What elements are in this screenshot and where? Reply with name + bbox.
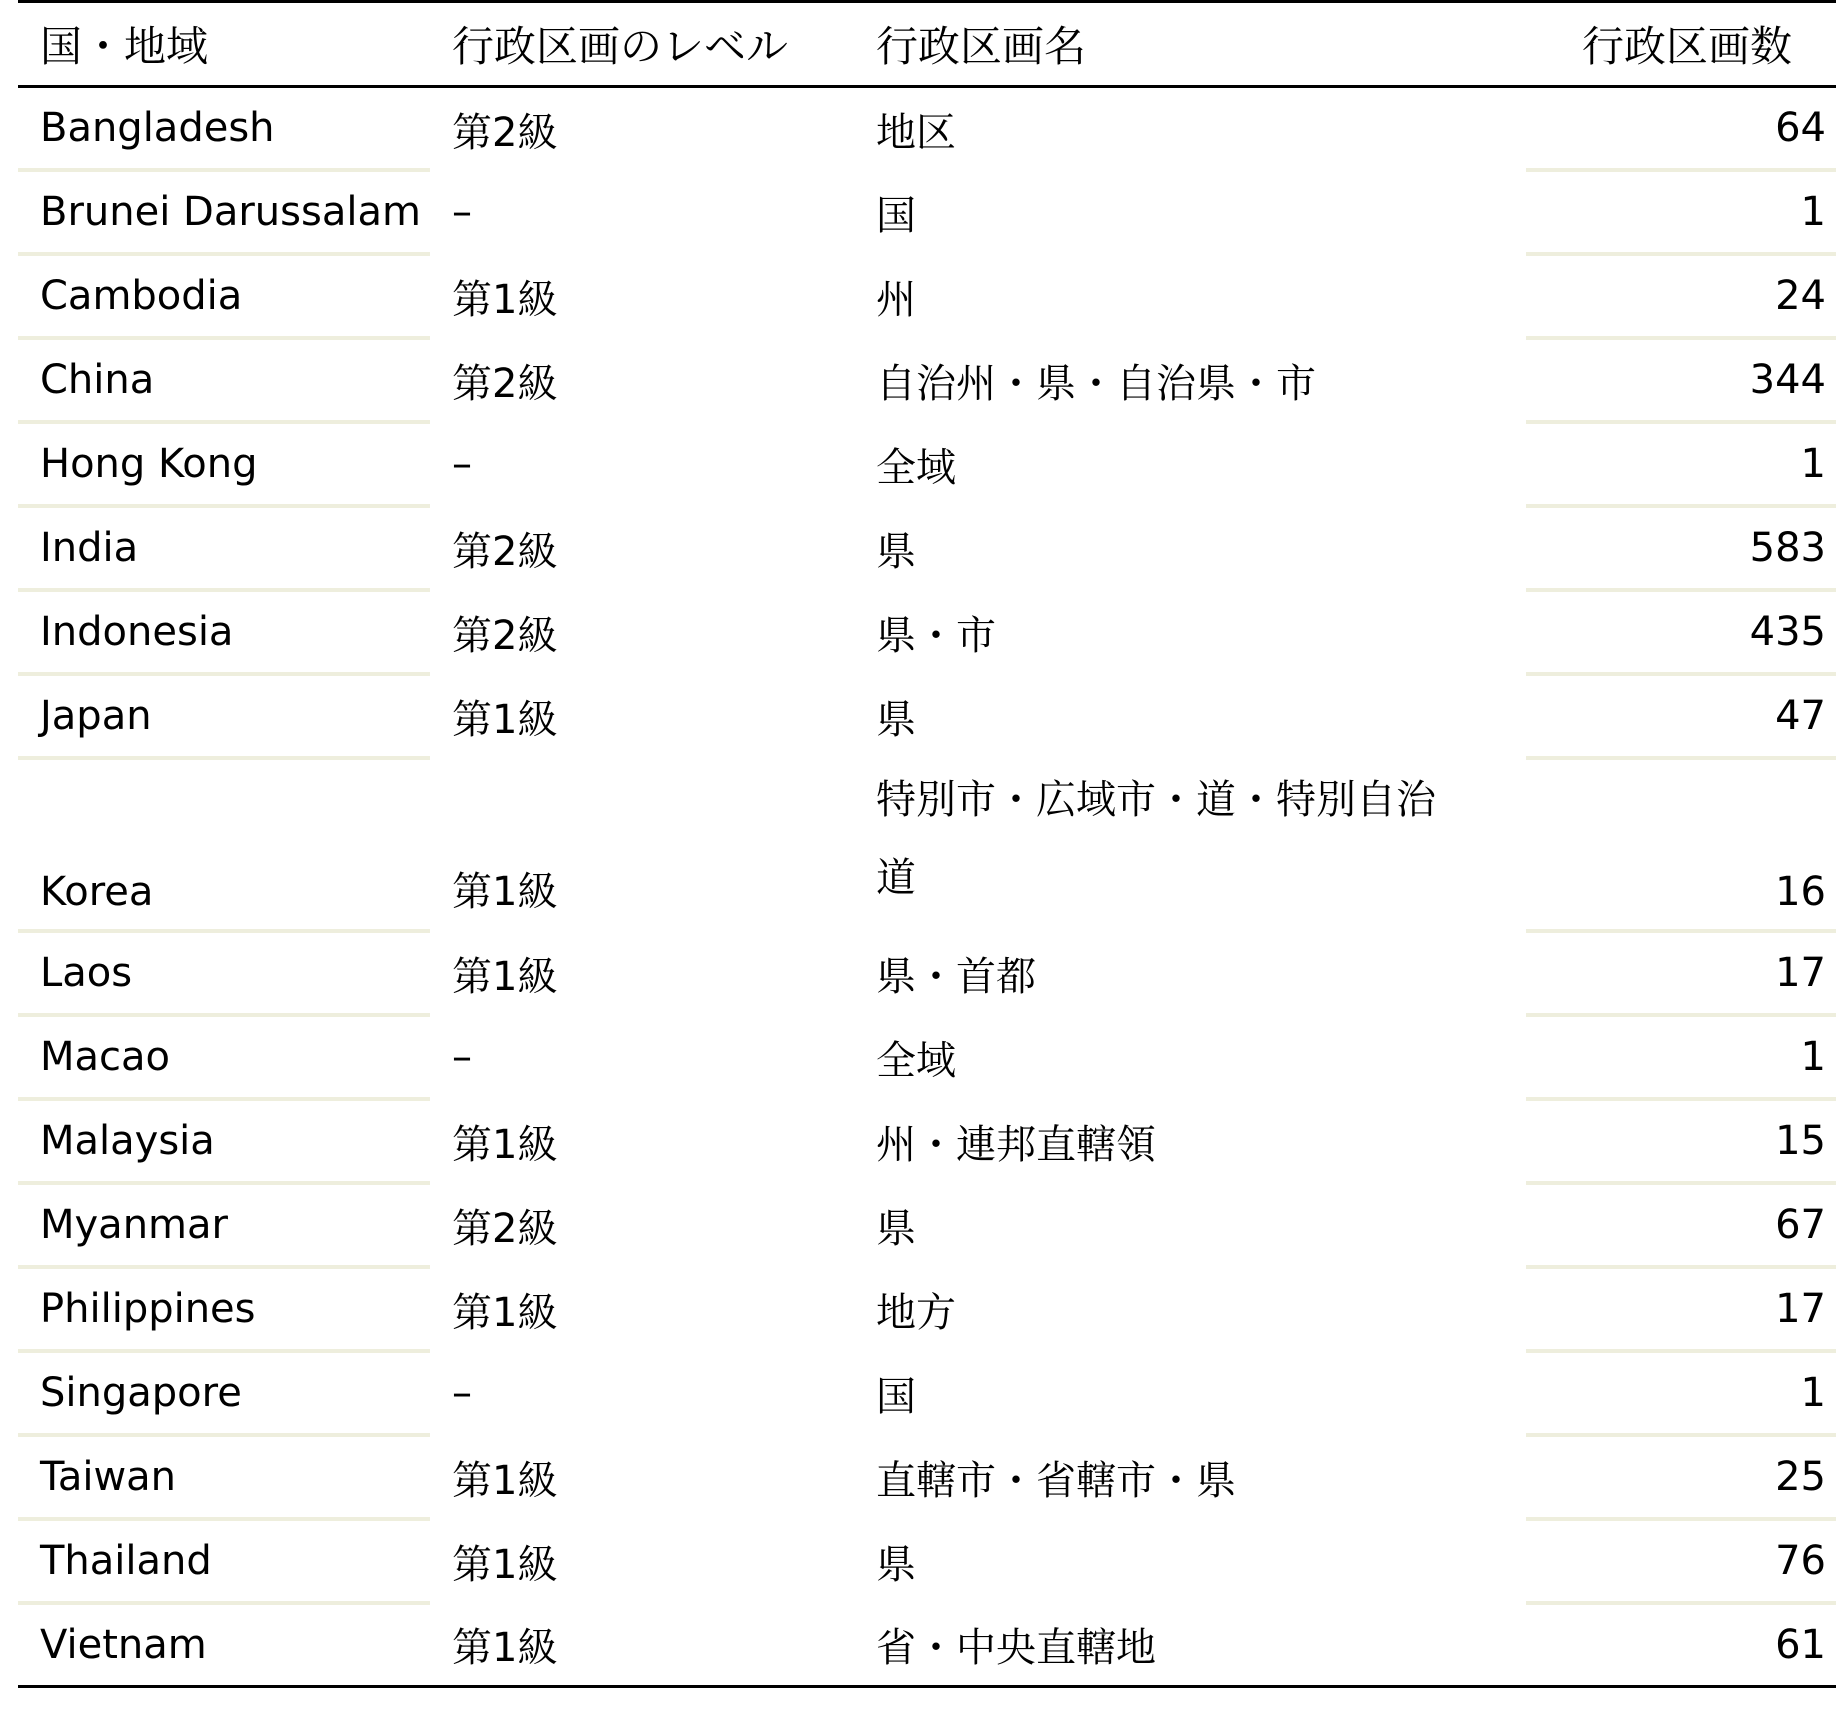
cell-level: 第1級 — [452, 276, 558, 323]
admin-divisions-table-wrap — [18, 0, 1836, 1688]
header-row — [18, 2, 1836, 87]
cell-name: 自治州・県・自治県・市 — [876, 360, 1316, 407]
table-row — [18, 758, 1836, 931]
cell-name: 国 — [876, 192, 916, 239]
table-row — [18, 1267, 1836, 1351]
cell-count: 435 — [1526, 590, 1836, 674]
table-row — [18, 338, 1836, 422]
cell-level: 第1級 — [452, 953, 558, 1000]
cell-name: 県 — [876, 528, 916, 575]
cell-count: 25 — [1526, 1435, 1836, 1519]
cell-name: 直轄市・省轄市・県 — [876, 1457, 1236, 1504]
cell-name: 県 — [876, 1541, 916, 1588]
cell-country: India — [18, 506, 430, 590]
cell-country: Philippines — [18, 1267, 430, 1351]
cell-level: 第1級 — [452, 1121, 558, 1168]
table-row — [18, 1519, 1836, 1603]
cell-country: Thailand — [18, 1519, 430, 1603]
cell-count: 15 — [1526, 1099, 1836, 1183]
table-row — [18, 1603, 1836, 1687]
cell-level: 第2級 — [452, 109, 558, 156]
cell-level: 第1級 — [452, 1541, 558, 1588]
cell-country: Japan — [18, 674, 430, 758]
cell-name: 特別市・広域市・道・特別自治道 — [876, 777, 1436, 901]
cell-name: 州 — [876, 276, 916, 323]
cell-country: Singapore — [18, 1351, 430, 1435]
cell-level: 第1級 — [452, 869, 558, 915]
cell-count: 583 — [1526, 506, 1836, 590]
cell-count: 61 — [1526, 1603, 1836, 1687]
table-row — [18, 1183, 1836, 1267]
cell-country: Cambodia — [18, 254, 430, 338]
header-name: 行政区画名 — [876, 22, 1087, 71]
cell-count: 1 — [1526, 1351, 1836, 1435]
cell-country: Malaysia — [18, 1099, 430, 1183]
table-row — [18, 422, 1836, 506]
table-row — [18, 254, 1836, 338]
table-row — [18, 1351, 1836, 1435]
cell-name: 県 — [876, 696, 916, 743]
table-header — [18, 2, 1836, 87]
cell-country: Macao — [18, 1015, 430, 1099]
cell-name: 州・連邦直轄領 — [876, 1121, 1156, 1168]
table-row — [18, 590, 1836, 674]
cell-country: Brunei Darussalam — [18, 170, 430, 254]
cell-count: 1 — [1526, 1015, 1836, 1099]
cell-country: Laos — [18, 931, 430, 1015]
cell-country: Myanmar — [18, 1183, 430, 1267]
cell-level: 第2級 — [452, 1205, 558, 1252]
cell-country: Bangladesh — [18, 87, 430, 171]
cell-count: 64 — [1526, 87, 1836, 171]
cell-level: – — [452, 189, 472, 235]
cell-count: 67 — [1526, 1183, 1836, 1267]
header-level: 行政区画のレベル — [452, 22, 789, 71]
table-row — [18, 1099, 1836, 1183]
cell-level: – — [452, 441, 472, 487]
cell-count: 47 — [1526, 674, 1836, 758]
cell-level: 第1級 — [430, 1603, 854, 1687]
cell-name: 全域 — [876, 444, 956, 491]
cell-count: 344 — [1526, 338, 1836, 422]
cell-country: Hong Kong — [18, 422, 430, 506]
admin-divisions-table — [18, 0, 1836, 1688]
cell-level: 第1級 — [452, 696, 558, 743]
cell-count: 17 — [1526, 931, 1836, 1015]
cell-country: Taiwan — [18, 1435, 430, 1519]
cell-name: 国 — [876, 1373, 916, 1420]
header-country: 国・地域 — [40, 22, 209, 71]
table-row — [18, 1015, 1836, 1099]
cell-level: 第1級 — [452, 1289, 558, 1336]
cell-level: 第2級 — [452, 612, 558, 659]
cell-count: 1 — [1526, 170, 1836, 254]
cell-level: 第2級 — [452, 528, 558, 575]
cell-level: 第2級 — [452, 360, 558, 407]
table-body — [18, 87, 1836, 1687]
cell-name: 地方 — [876, 1289, 956, 1336]
cell-count: 76 — [1526, 1519, 1836, 1603]
cell-country: Indonesia — [18, 590, 430, 674]
cell-level: – — [452, 1370, 472, 1416]
cell-count: 17 — [1526, 1267, 1836, 1351]
cell-country: China — [18, 338, 430, 422]
cell-name: 全域 — [876, 1037, 956, 1084]
cell-level: – — [452, 1034, 472, 1080]
table-row — [18, 506, 1836, 590]
cell-country: Korea — [18, 758, 430, 931]
cell-name: 県・市 — [876, 612, 996, 659]
cell-level: 第1級 — [452, 1457, 558, 1504]
cell-country: Vietnam — [18, 1603, 430, 1687]
cell-name: 県 — [876, 1205, 916, 1252]
table-row — [18, 674, 1836, 758]
cell-name: 省・中央直轄地 — [854, 1603, 1526, 1687]
cell-count: 16 — [1526, 758, 1836, 931]
table-row — [18, 1435, 1836, 1519]
table-row — [18, 931, 1836, 1015]
header-count: 行政区画数 — [1581, 22, 1792, 71]
cell-name: 地区 — [876, 109, 956, 156]
table-row — [18, 87, 1836, 171]
cell-name: 県・首都 — [876, 953, 1036, 1000]
cell-count: 24 — [1526, 254, 1836, 338]
table-row — [18, 170, 1836, 254]
cell-count: 1 — [1526, 422, 1836, 506]
